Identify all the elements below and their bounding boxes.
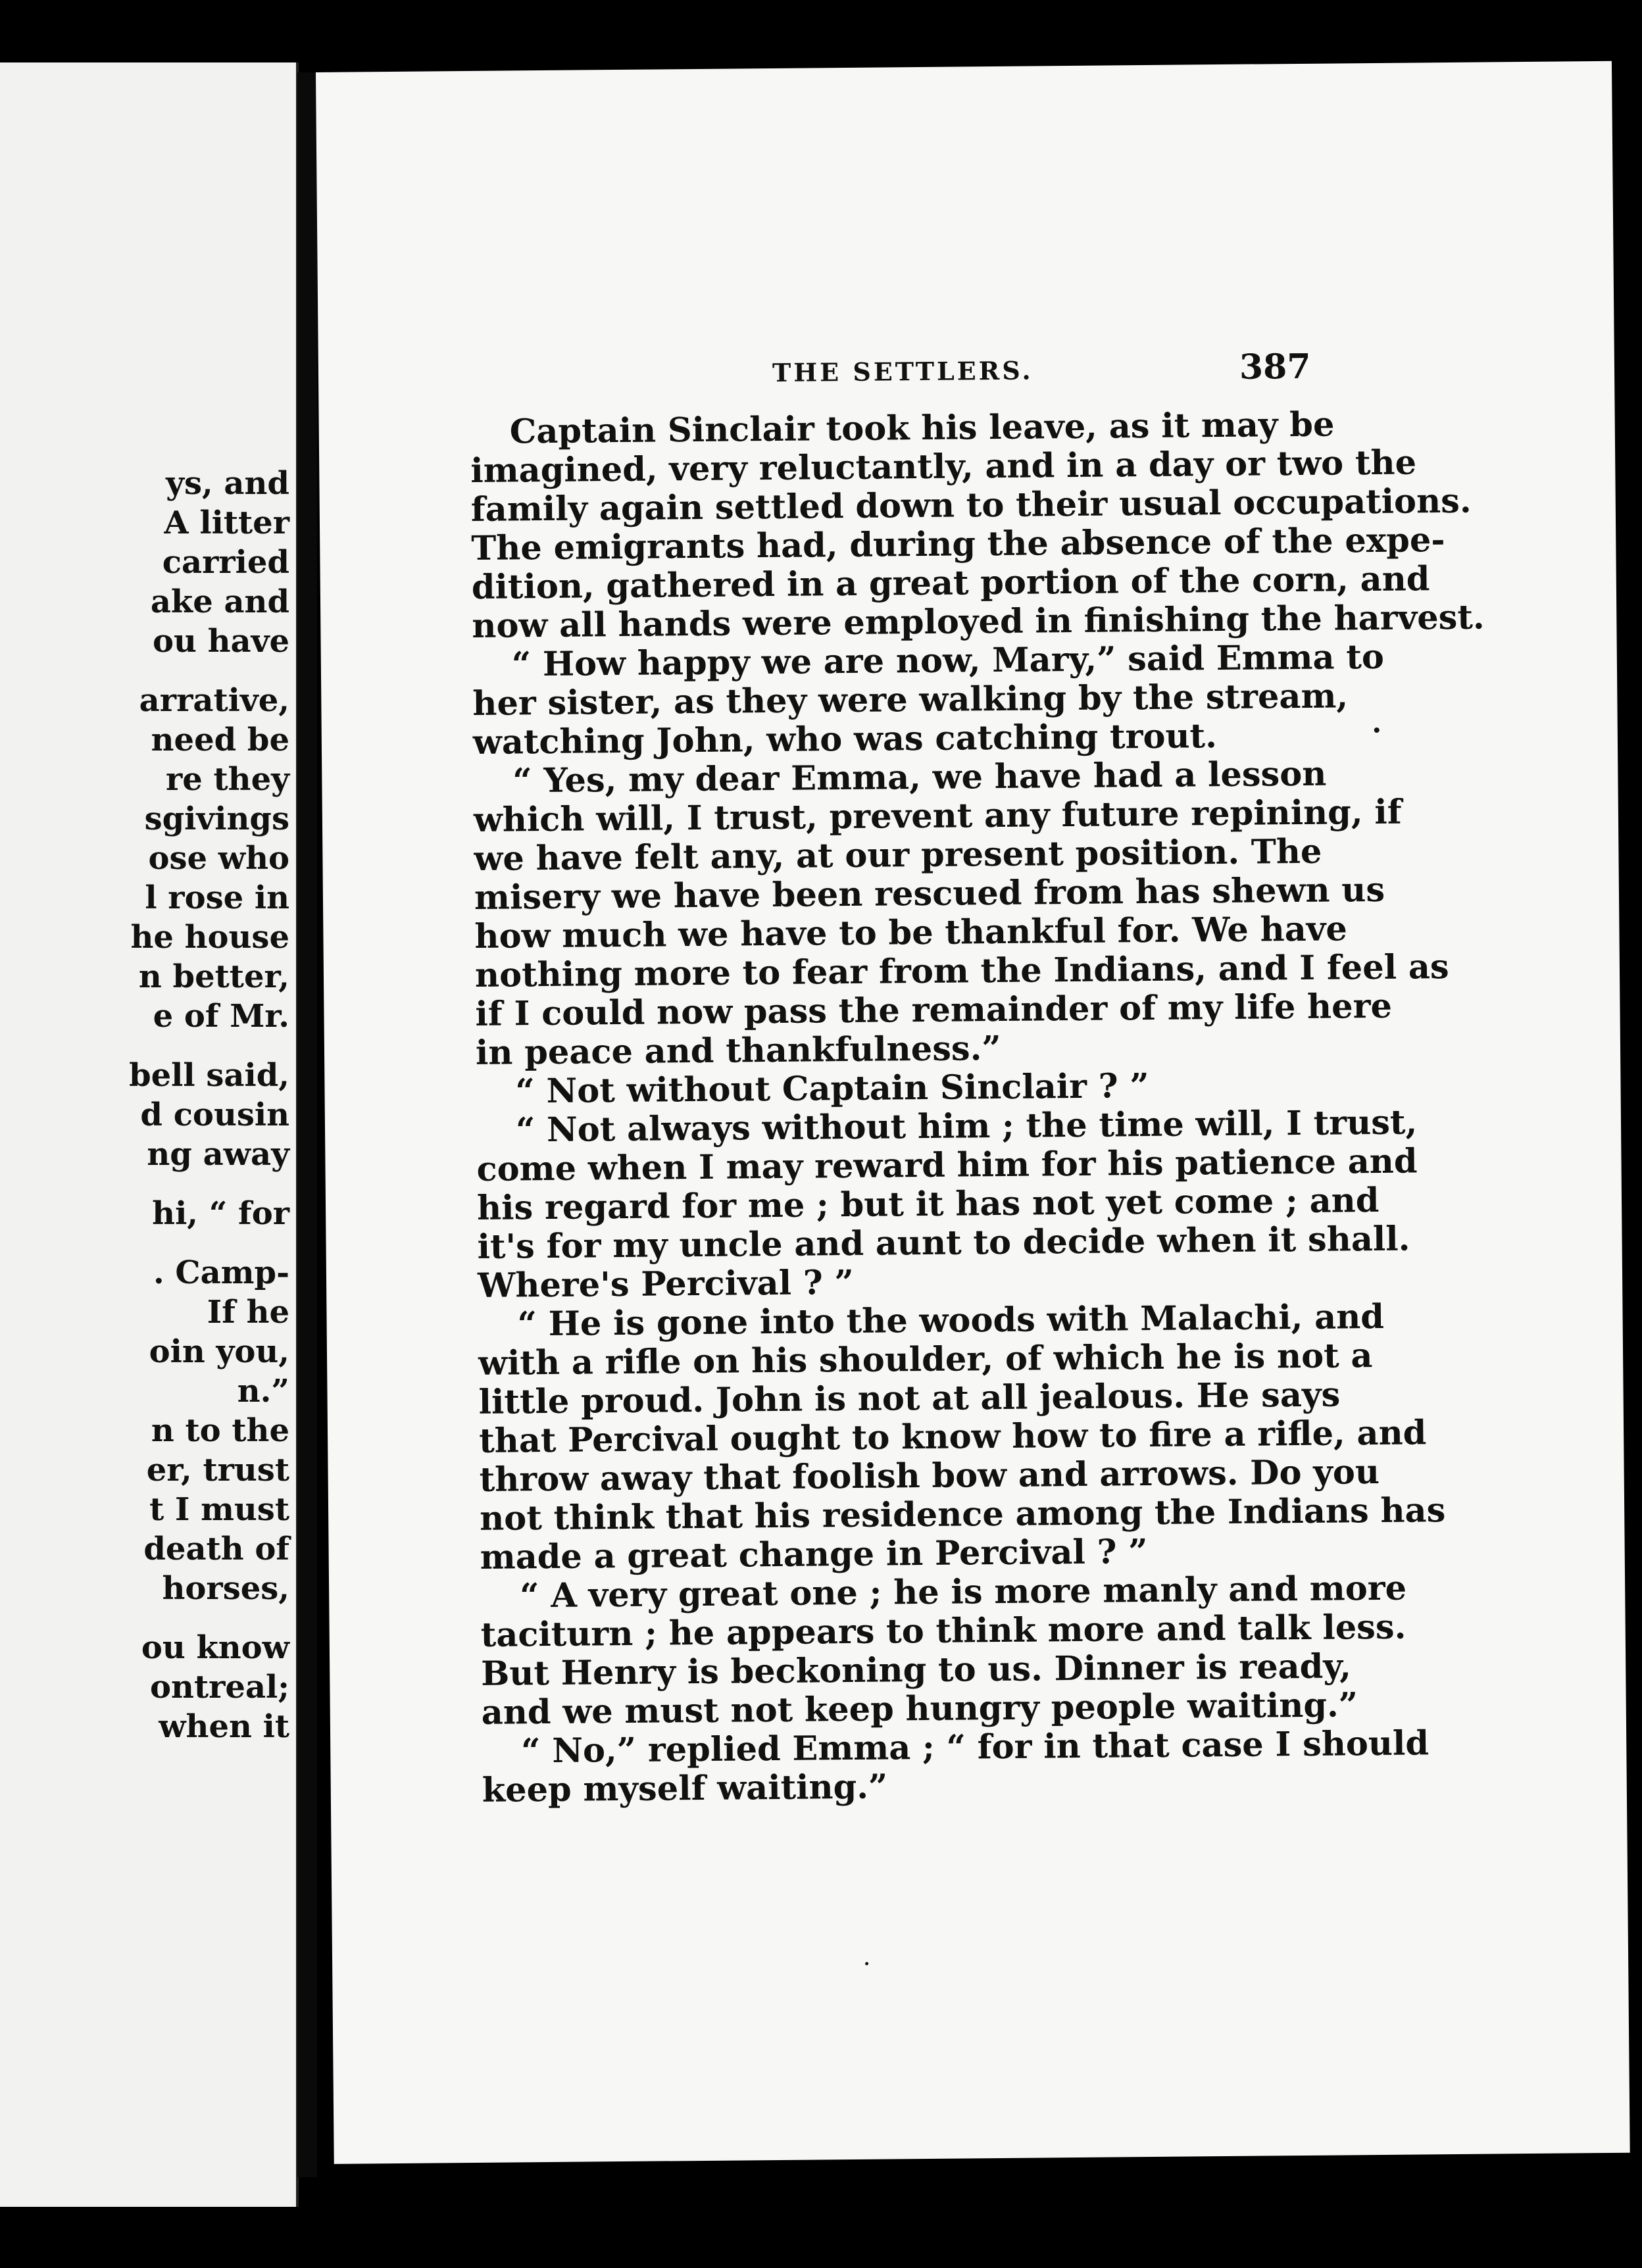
- previous-page-text: [0, 464, 289, 1746]
- text-line: “ He is gone into the woods with Malachi, and: [517, 1296, 1385, 1344]
- previous-page-line: [0, 1608, 289, 1628]
- previous-page-line: d cousin: [140, 1097, 289, 1133]
- text-line: But Henry is beckoning to us. Dinner is ready,: [480, 1646, 1352, 1694]
- text-line: taciturn ; he appears to think more and talk less.: [480, 1607, 1406, 1655]
- previous-page-line: bell said,: [129, 1057, 289, 1094]
- previous-page-line: when it: [159, 1708, 289, 1745]
- text-line: imagined, very reluctantly, and in a day or two the: [470, 443, 1417, 491]
- previous-page-line: ys, and: [166, 465, 289, 502]
- previous-page-line: need be: [151, 722, 289, 758]
- text-line: “ Not without Captain Sinclair ? ”: [515, 1066, 1149, 1112]
- body-text: [470, 405, 1485, 1810]
- text-line: little proud. John is not at all jealous. He says: [478, 1375, 1341, 1422]
- text-line: The emigrants had, during the absence of the expe-: [471, 520, 1445, 568]
- previous-page-line: . Camp-: [153, 1254, 289, 1291]
- previous-page-line: ou have: [152, 623, 289, 660]
- previous-page-line: [0, 661, 289, 681]
- page-number: 387: [1239, 346, 1311, 387]
- text-line: “ Yes, my dear Emma, we have had a lesson: [512, 754, 1327, 801]
- previous-page-line: e of Mr.: [153, 998, 289, 1035]
- text-line: with a rifle on his shoulder, of which he is not a: [478, 1336, 1373, 1383]
- text-line: come when I may reward him for his patience and: [476, 1141, 1418, 1189]
- text-line: watching John, who was catching trout.: [472, 716, 1218, 762]
- text-line: “ Not always without him ; the time will, I trust,: [515, 1102, 1418, 1150]
- previous-page-line: oin you,: [149, 1333, 289, 1370]
- text-line: we have felt any, at our present position. The: [474, 831, 1322, 879]
- text-line: “ No,” replied Emma ; “ for in that case I should: [521, 1723, 1430, 1771]
- text-line: family again settled down to their usual occupations.: [470, 481, 1472, 530]
- previous-page-line: A litter: [164, 505, 289, 541]
- running-title: THE SETTLERS.: [772, 355, 1033, 387]
- book-page: [316, 61, 1630, 2164]
- text-line: keep myself waiting.”: [482, 1767, 888, 1810]
- text-line: that Percival ought to know how to fire a rifle, and: [478, 1413, 1427, 1461]
- previous-page-line: ontreal;: [150, 1669, 289, 1706]
- text-line: now all hands were employed in finishing the harvest.: [472, 597, 1485, 646]
- text-line: not think that his residence among the Indians has: [479, 1491, 1446, 1539]
- previous-page-line: carried: [162, 544, 289, 581]
- print-speck: [865, 1962, 868, 1965]
- previous-page-line: ose who: [148, 840, 289, 877]
- text-line: Where's Percival ? ”: [477, 1262, 855, 1306]
- previous-page-line: l rose in: [145, 879, 289, 916]
- previous-page-line: hi, “ for: [152, 1195, 289, 1232]
- previous-page-line: ou know: [141, 1629, 289, 1666]
- previous-page-line: n better,: [138, 958, 289, 995]
- text-line: his regard for me ; but it has not yet come ; and: [476, 1180, 1380, 1228]
- previous-page-line: [0, 1233, 289, 1253]
- previous-page-line: horses,: [162, 1570, 289, 1607]
- text-line: if I could now pass the remainder of my life here: [475, 986, 1393, 1034]
- previous-page-line: [0, 1036, 289, 1056]
- previous-page-line: [0, 1174, 289, 1194]
- previous-page-line: er, trust: [146, 1452, 289, 1489]
- previous-page-line: re they: [165, 761, 289, 798]
- text-line: throw away that foolish bow and arrows. Do you: [479, 1452, 1380, 1500]
- text-line: it's for my uncle and aunt to decide when it shall.: [477, 1219, 1410, 1267]
- text-line: “ How happy we are now, Mary,” said Emma to: [511, 637, 1385, 685]
- previous-page-line: ake and: [150, 583, 289, 620]
- text-line: made a great change in Percival ? ”: [480, 1532, 1148, 1577]
- text-line: her sister, as they were walking by the stream,: [472, 676, 1349, 724]
- previous-page-line: sgivings: [144, 801, 289, 837]
- text-line: nothing more to fear from the Indians, and I feel as: [474, 947, 1449, 995]
- previous-page-line: he house: [130, 919, 289, 956]
- print-speck: [1374, 727, 1380, 733]
- previous-page-line: n to the: [151, 1412, 289, 1449]
- text-line: Captain Sinclair took his leave, as it may be: [509, 405, 1335, 452]
- previous-page-line: ng away: [147, 1136, 289, 1173]
- previous-page-fragment: [0, 62, 299, 2207]
- book-gutter: [297, 72, 317, 2177]
- text-line: misery we have been rescued from has shewn us: [474, 870, 1385, 918]
- previous-page-line: If he: [207, 1294, 289, 1331]
- previous-page-line: death of: [143, 1531, 289, 1567]
- text-line: and we must not keep hungry people waiting.”: [481, 1685, 1358, 1733]
- text-line: “ A very great one ; he is more manly and more: [519, 1568, 1407, 1616]
- text-line: how much we have to be thankful for. We have: [474, 909, 1348, 956]
- previous-page-line: t I must: [149, 1491, 289, 1528]
- text-line: in peace and thankfulness.”: [475, 1028, 1001, 1073]
- text-line: which will, I trust, prevent any future repining, if: [473, 792, 1402, 840]
- previous-page-line: n.”: [237, 1373, 289, 1410]
- previous-page-line: arrative,: [139, 682, 289, 719]
- text-line: dition, gathered in a great portion of the corn, and: [471, 559, 1430, 607]
- running-head: [318, 344, 1615, 408]
